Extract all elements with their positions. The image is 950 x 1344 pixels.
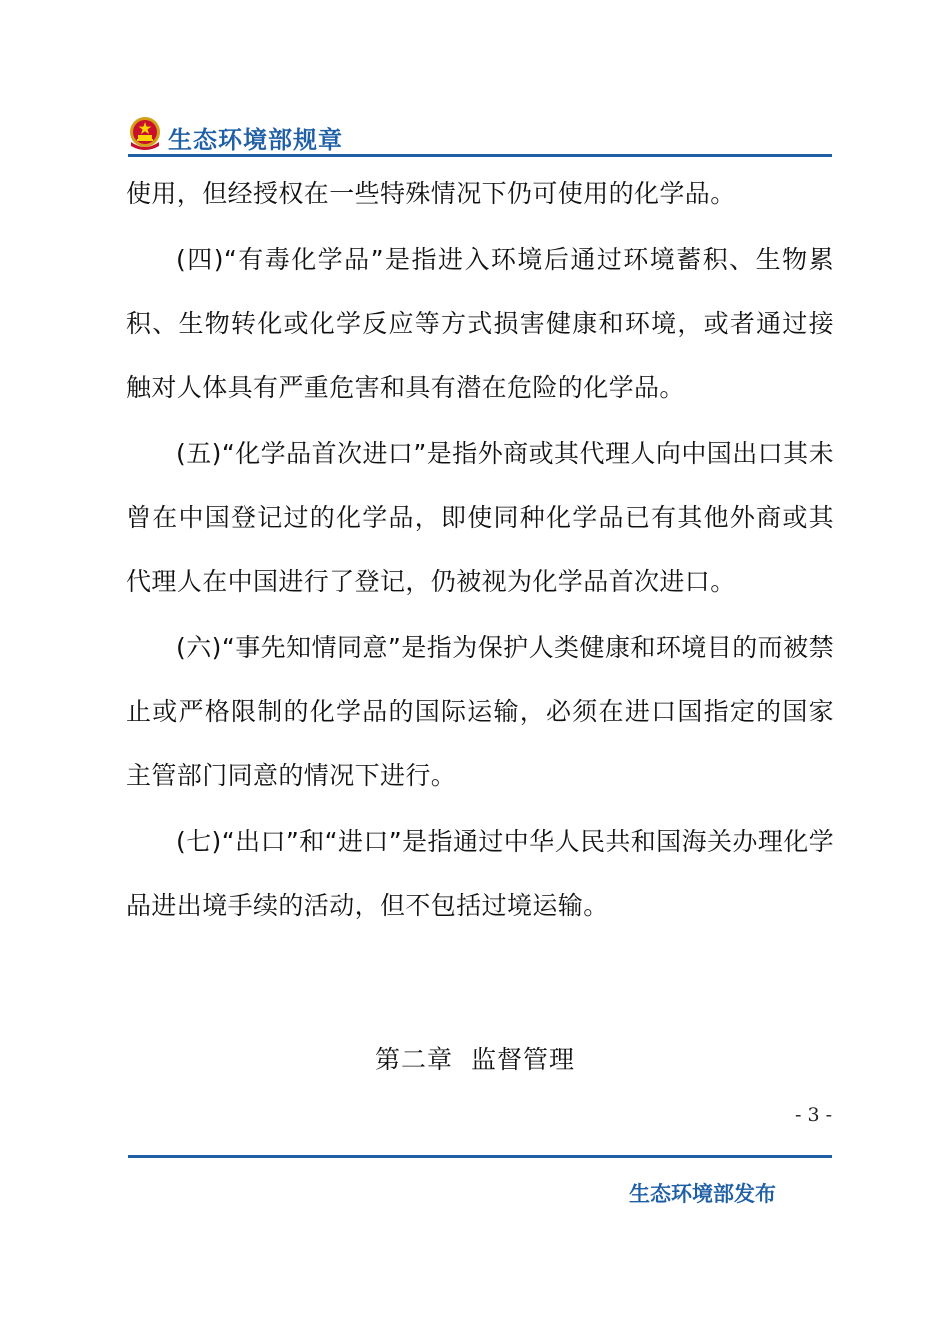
header-divider <box>128 154 832 157</box>
paragraph-toxic-chemicals: (四)“有毒化学品”是指进入环境后通过环境蓄积、生物累积、生物转化或化学反应等方式损害健康和环境，或者通过接触对人体具有严重危害和具有潜在危险的化学品。 <box>126 245 834 402</box>
national-emblem-icon <box>128 116 162 152</box>
paragraph-export-import: (七)“出口”和“进口”是指通过中华人民共和国海关办理化学品进出境手续的活动，但不包括过境运输。 <box>126 827 834 920</box>
paragraph-prior-informed-consent: (六)“事先知情同意”是指为保护人类健康和环境目的而被禁止或严格限制的化学品的国际运输，必须在进口国指定的国家主管部门同意的情况下进行。 <box>126 633 834 790</box>
footer-divider <box>128 1155 832 1158</box>
page-header <box>128 112 832 158</box>
chapter-heading: 第二章 监督管理 <box>375 1045 575 1074</box>
page-number: - 3 - <box>794 1104 832 1126</box>
paragraph-continuation: 使用，但经授权在一些特殊情况下仍可使用的化学品。 <box>126 179 736 208</box>
paragraph-first-import: (五)“化学品首次进口”是指外商或其代理人向中国出口其未曾在中国登记过的化学品，即使同种化学品已有其他外商或其代理人在中国进行了登记，仍被视为化学品首次进口。 <box>126 439 834 596</box>
footer-publisher: 生态环境部发布 <box>629 1181 776 1206</box>
document-body <box>126 162 834 938</box>
header-title: 生态环境部规章 <box>168 126 343 154</box>
